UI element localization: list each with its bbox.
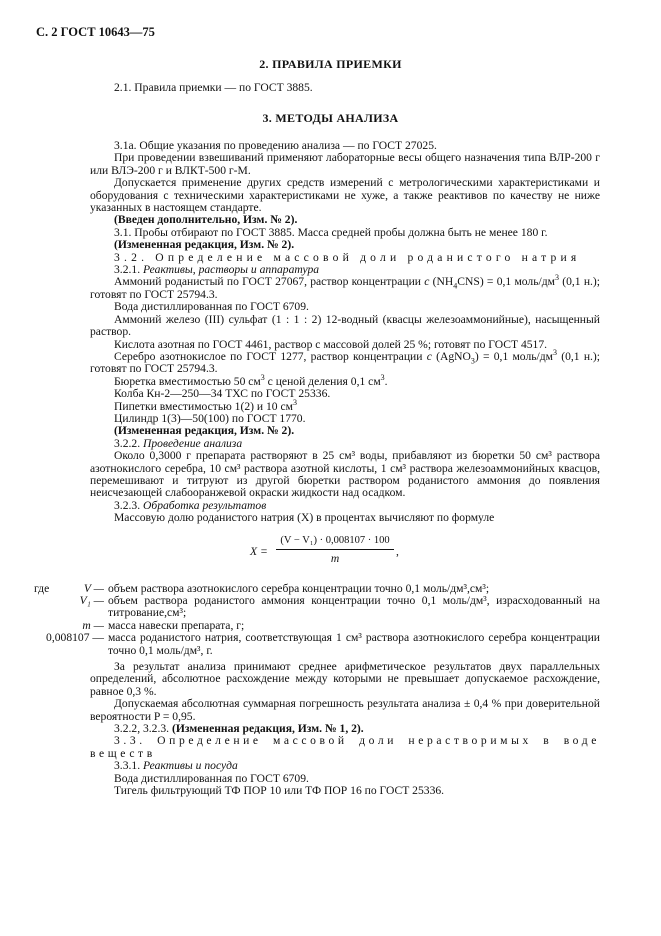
subtitle-reagents-glassware: Реактивы и посуда	[143, 759, 238, 773]
number-3-2-2: 3.2.2.	[114, 436, 141, 450]
symbol-c: c	[426, 349, 432, 363]
formula-part: (NH	[432, 275, 454, 289]
superscript: 3	[380, 372, 385, 382]
burette-text: Бюретка вместимостью 50 см	[114, 374, 261, 388]
formula-numerator: (V − V₁) · 0,008107 · 100	[280, 534, 390, 546]
burette-text-2: с ценой деления 0,1 см	[267, 374, 381, 388]
paragraph-2-1: 2.1. Правила приемки — по ГОСТ 3885.	[114, 81, 313, 94]
paragraph-3-3-1	[90, 760, 600, 772]
fraction-bar	[276, 549, 394, 550]
paragraph-3-1a: 3.1а. Общие указания по проведению анализа — по ГОСТ 27025.	[114, 139, 437, 152]
reagent-cylinder: Цилиндр 1(3)—50(100) по ГОСТ 1770.	[114, 411, 306, 425]
subscript: 3	[470, 356, 475, 366]
definition-row	[34, 595, 600, 620]
reagent-silver-end: (0,1 н.); готовят по ГОСТ 25794.3.	[90, 349, 601, 376]
formula-part: ) = 0,1 моль/дм	[474, 349, 553, 363]
subtitle-reagents: Реактивы, растворы и аппаратура	[143, 263, 320, 277]
reagent-silver-text: Серебро азотнокислое по ГОСТ 1277, раствор концентрации	[114, 349, 423, 363]
reagent-water-1: Вода дистиллированная по ГОСТ 6709.	[114, 300, 309, 314]
formula-part: CNS) = 0,1 моль/дм	[457, 275, 555, 289]
section-3-body	[34, 139, 601, 798]
number-3-2-2-3-2-3: 3.2.2, 3.2.3.	[114, 722, 170, 736]
section-2-title: 2. ПРАВИЛА ПРИЕМКИ	[259, 57, 402, 71]
reagent-acid: Кислота азотная по ГОСТ 4461, раствор с массовой долей 25 %; готовят по ГОСТ 4517.	[114, 337, 548, 351]
burette-end: .	[384, 374, 388, 388]
subtitle-processing: Обработка результатов	[143, 498, 267, 512]
definition-symbol: m —	[82, 618, 104, 632]
definition-symbol: 0,008107 —	[46, 631, 104, 645]
definitions-list	[34, 583, 600, 657]
section-3-title: 3. МЕТОДЫ АНАЛИЗА	[262, 111, 399, 125]
formula	[90, 535, 600, 571]
formula-denominator: m	[330, 551, 340, 565]
page-header: С. 2 ГОСТ 10643—75	[36, 25, 155, 39]
reagent-ammonium-text: Аммоний роданистый по ГОСТ 27067, раствор концентрации	[114, 275, 421, 289]
subscript: 4	[453, 281, 458, 291]
note-introduced: (Введен дополнительно, Изм. № 2).	[114, 213, 298, 227]
pipettes-text: Пипетки вместимостью 1(2) и 10 см	[114, 399, 293, 413]
reagent-crucible: Тигель фильтрующий ТФ ПОР 10 или ТФ ПОР 16 по ГОСТ 25336.	[114, 784, 445, 798]
symbol-c: c	[424, 275, 430, 289]
definition-text: масса роданистого натрия, соответствующая 1 см³ раствора азотнокислого серебра концентрации точно 0,1 моль/дм³, г.	[108, 631, 600, 657]
superscript: 3	[554, 273, 559, 283]
number-3-2-1: 3.2.1.	[114, 263, 141, 277]
number-3-3-1: 3.3.1.	[114, 759, 141, 773]
definition-text: масса навески препарата, г;	[108, 618, 245, 632]
result-paragraph: За результат анализа принимают среднее арифметическое результатов двух параллельных определений, абсолютное расхождение между которыми не превышает допускаемое расхождение, равное 0,3 %.	[90, 660, 600, 698]
superscript: 3	[260, 372, 265, 382]
paragraph-weighing: При проведении взвешиваний применяют лабораторные весы общего назначения типа ВЛР-200 г или ВЛЭ-200 г и ВЛКТ-500 г-М.	[90, 151, 600, 177]
calc-intro: Массовую долю роданистого натрия (X) в процентах вычисляют по формуле	[114, 511, 495, 525]
reagent-silver	[90, 348, 601, 376]
paragraph-3-2: 3.2. Определение массовой доли роданистого натрия	[114, 250, 581, 264]
error-paragraph: Допускаемая абсолютная суммарная погрешность результата анализа ± 0,4 % при доверительной вероятности P = 0,95.	[90, 697, 600, 723]
paragraph-allowed: Допускается применение других средств измерений с метрологическими характеристиками и оборудования с техническими характеристиками не хуже, а также реактивов по качеству не ниже указанных в настоящем стандарте.	[90, 176, 600, 215]
where-label: где	[34, 581, 50, 595]
formula-part: (AgNO	[436, 349, 471, 363]
definition-symbol: V₁ —	[79, 594, 104, 607]
formula-comma: ,	[396, 544, 399, 558]
formula-lhs: X =	[250, 544, 268, 558]
subtitle-procedure: Проведение анализа	[143, 436, 243, 450]
note-changed-2b: (Измененная редакция, Изм. № 2).	[114, 424, 295, 438]
procedure-text: Около 0,3000 г препарата растворяют в 25 см³ воды, прибавляют из бюретки 50 см³ раствора азотнокислого серебра, 10 см³ раствора азотной кислоты, 1 см³ раствора железоаммонийных квасцов, перемешивают и титруют из другой бюретки раствором роданистого аммония до появления неисчезающей слабооранжевой окраски жидкости над осадком.	[90, 449, 600, 500]
reagent-flask: Колба Кн-2—250—34 ТХС по ГОСТ 25336.	[114, 387, 331, 401]
reagent-iron: Аммоний железо (III) сульфат (1 : 1 : 2) 12-водный (квасцы железоаммонийные), насыщенный раствор.	[90, 312, 600, 339]
definition-text: объем раствора роданистого аммония концентрации точно 0,1 моль/дм³, израсходованный на титрование,см³;	[108, 594, 600, 620]
paragraph-3-3: 3.3. Определение массовой доли нерастворимых в воде веществ	[90, 734, 600, 760]
definition-symbol: V —	[83, 581, 104, 595]
section-2-body	[90, 82, 600, 94]
number-3-2-3: 3.2.3.	[114, 498, 141, 512]
paragraph-3-1: 3.1. Пробы отбирают по ГОСТ 3885. Масса средней пробы должна быть не менее 180 г.	[114, 225, 548, 239]
superscript: 3	[292, 397, 297, 407]
reagent-water-2: Вода дистиллированная по ГОСТ 6709.	[114, 771, 309, 785]
definition-text: объем раствора азотнокислого серебра концентрации точно 0,1 моль/дм³,см³;	[108, 581, 490, 595]
definition-row	[34, 632, 600, 657]
superscript: 3	[552, 348, 557, 358]
reagent-ammonium-end: (0,1 н.); готовят по ГОСТ 25794.3.	[90, 275, 601, 301]
note-changed-12: (Измененная редакция, Изм. № 1, 2).	[171, 722, 364, 736]
note-changed-2a: (Измененная редакция, Изм. № 2).	[114, 238, 295, 252]
reagent-ammonium	[90, 273, 601, 301]
